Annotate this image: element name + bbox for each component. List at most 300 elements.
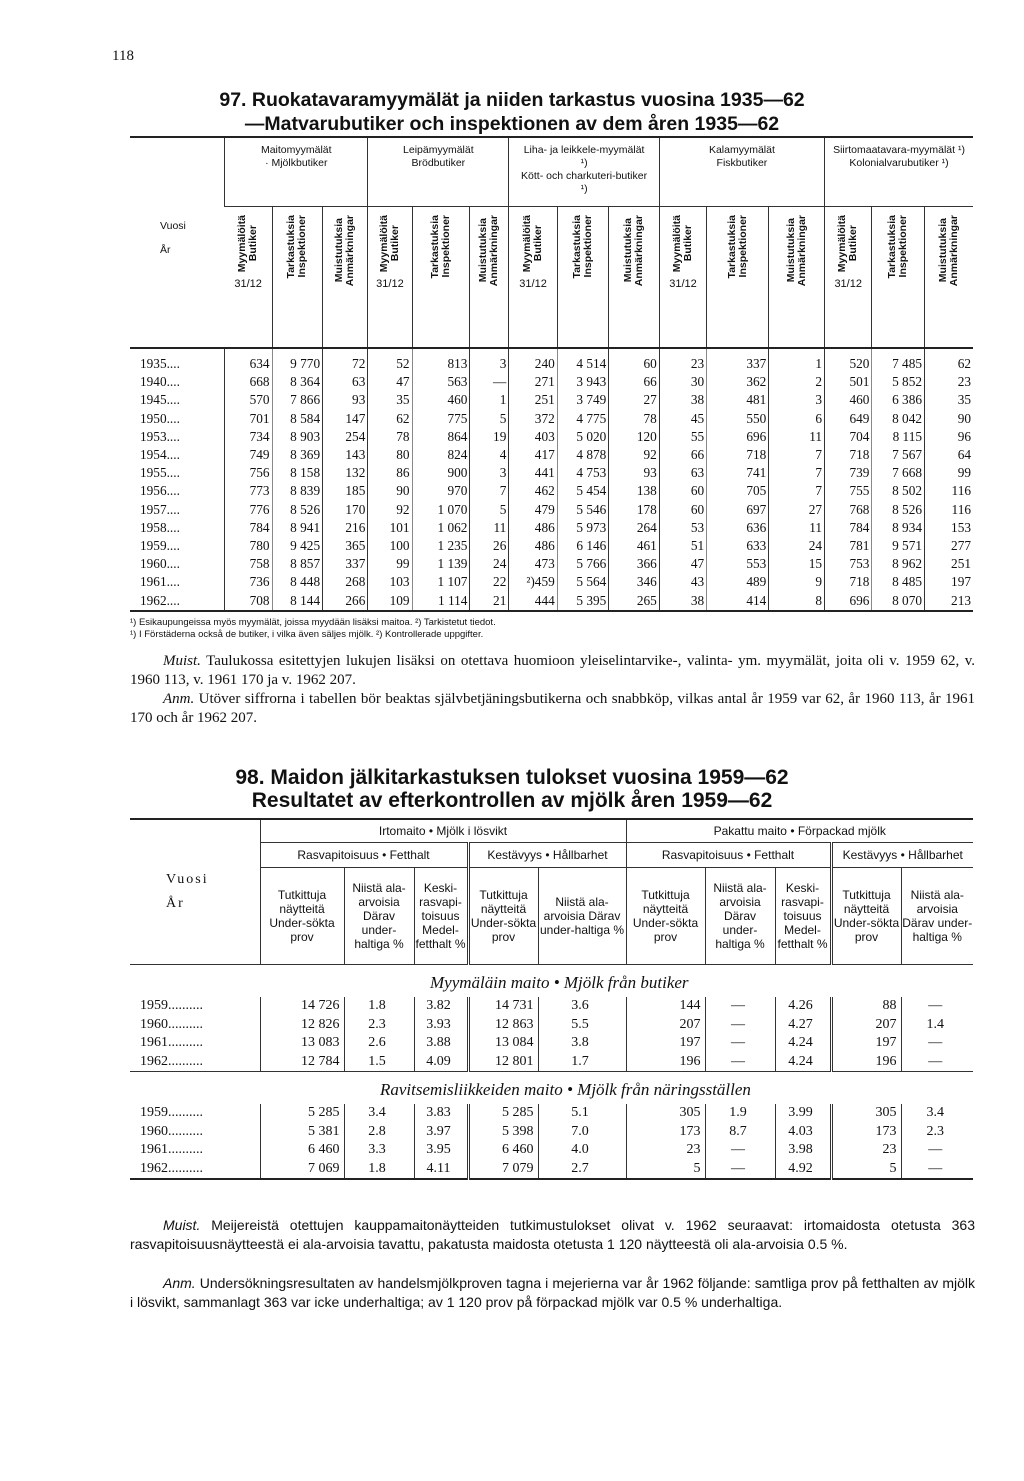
cell: 47 <box>368 373 412 391</box>
table97-title-sv: —Matvarubutiker och inspektionen av dem åren 1935—62 <box>244 113 780 135</box>
cell: 696 <box>825 591 872 610</box>
cell: 5 454 <box>557 482 609 500</box>
t98-year-sv: År <box>166 896 185 911</box>
row-year: 1959.......... <box>140 998 203 1014</box>
footnote-fi: ¹) Esikaupungeissa myös myymälät, joissa myydään lisäksi maitoa. ²) Tarkistetut tiedot. <box>130 617 496 628</box>
cell: 460 <box>412 391 470 409</box>
cell: 718 <box>825 446 872 464</box>
t98-anm <box>130 1274 975 1312</box>
subcol-g3-0: Myymälöitä Butiker 31/12 <box>659 207 706 349</box>
cell: 78 <box>609 410 660 428</box>
col-tutk-4: Tutkittuja näytteitä Under-sökta prov <box>831 868 901 965</box>
table-row <box>130 501 973 519</box>
cell: 553 <box>707 555 769 573</box>
cell: 9 425 <box>272 537 323 555</box>
table-row <box>130 428 973 446</box>
cell: 3.93 <box>414 1016 468 1035</box>
anm-text: Utöver siffrorna i tabellen bör beaktas självbetjäningsbutikerna och snabbköp, vilkas antal år 1959 var 62, år 1960 113, år 1961 170 och år 1962 207. <box>130 691 975 726</box>
cell: 4.92 <box>775 1160 831 1180</box>
subcol-g4-2: Muistutuksia Anmärkningar <box>925 207 974 349</box>
table-row <box>130 1104 973 1123</box>
table-row <box>130 1053 973 1072</box>
cell: 3 <box>470 464 509 482</box>
cell: 701 <box>225 410 272 428</box>
year-label-sv: År <box>160 244 171 256</box>
cell: 264 <box>609 519 660 537</box>
section-butiker: Myymäläin maito • Mjölk från butiker <box>130 965 973 998</box>
cell: 780 <box>225 537 272 555</box>
cell: 1 139 <box>412 555 470 573</box>
cell: — <box>705 1141 775 1160</box>
cell: 8 485 <box>872 573 925 591</box>
table-row <box>130 1034 973 1053</box>
cell: 696 <box>707 428 769 446</box>
cell: 100 <box>368 537 412 555</box>
cell: — <box>705 1016 775 1035</box>
table-97 <box>130 136 973 612</box>
cell: 3.83 <box>414 1104 468 1123</box>
cell: 60 <box>659 482 706 500</box>
cell: 52 <box>368 348 412 373</box>
table-row <box>130 1160 973 1180</box>
cell: 2.3 <box>901 1123 973 1142</box>
page-number: 118 <box>112 48 134 64</box>
col-niista-3: Niistä ala-arvoisia Därav under-haltiga % <box>705 868 775 965</box>
col-niista-2: Niistä ala-arvoisia Därav under-haltiga % <box>538 868 626 965</box>
cell: 8 448 <box>272 573 323 591</box>
cell: 1.8 <box>344 997 414 1016</box>
cell: 970 <box>412 482 470 500</box>
row-year: 1961.......... <box>140 1035 203 1051</box>
cell: 120 <box>609 428 660 446</box>
cell: 11 <box>769 519 825 537</box>
rasva-header-2: Rasvapitoisuus • Fetthalt <box>626 843 831 868</box>
cell: 441 <box>509 464 557 482</box>
cell: 776 <box>225 501 272 519</box>
cell: 53 <box>659 519 706 537</box>
col-tutk-3: Tutkittuja näytteitä Under-sökta prov <box>626 868 705 965</box>
cell: 86 <box>368 464 412 482</box>
cell: — <box>901 1034 973 1053</box>
cell: 8 934 <box>872 519 925 537</box>
cell: 265 <box>609 591 660 610</box>
muist-label: Muist. <box>163 653 201 669</box>
col-tutk-2: Tutkittuja näytteitä Under-sökta prov <box>468 868 538 965</box>
cell: 143 <box>323 446 368 464</box>
cell: 5 546 <box>557 501 609 519</box>
cell: 4.03 <box>775 1123 831 1142</box>
cell: 144 <box>626 997 705 1016</box>
table-row <box>130 391 973 409</box>
cell: 38 <box>659 591 706 610</box>
cell: 636 <box>707 519 769 537</box>
table-98 <box>130 818 973 1180</box>
table-row <box>130 1123 973 1142</box>
cell: 12 863 <box>468 1016 538 1035</box>
cell: 3 749 <box>557 391 609 409</box>
cell: 63 <box>323 373 368 391</box>
cell: 4 775 <box>557 410 609 428</box>
cell: 3 <box>470 348 509 373</box>
cell: 739 <box>825 464 872 482</box>
pakattu-header: Pakattu maito • Förpackad mjölk <box>626 819 973 843</box>
cell: 813 <box>412 348 470 373</box>
cell: 753 <box>825 555 872 573</box>
cell: 268 <box>323 573 368 591</box>
cell: 197 <box>925 573 974 591</box>
cell: 14 731 <box>468 997 538 1016</box>
table-row <box>130 464 973 482</box>
footnote-sv: ¹) I Förstäderna också de butiker, i vilka även säljes mjölk. ²) Kontrollerade uppgifter. <box>130 629 484 640</box>
subcol-g2-0: Myymälöitä Butiker 31/12 <box>509 207 557 349</box>
t98-year-fi: Vuosi <box>166 872 209 887</box>
cell: 8 941 <box>272 519 323 537</box>
t98-anm-label: Anm. <box>163 1275 196 1291</box>
cell: 362 <box>707 373 769 391</box>
subcol-g0-0: Myymälöitä Butiker 31/12 <box>225 207 272 349</box>
cell: 486 <box>509 537 557 555</box>
cell: 734 <box>225 428 272 446</box>
cell: 5 <box>831 1160 901 1180</box>
group-maito: Maitomyymälät · Mjölkbutiker <box>225 137 368 207</box>
cell: 12 784 <box>260 1053 344 1072</box>
date-label: 31/12 <box>376 278 404 291</box>
cell: 173 <box>831 1123 901 1142</box>
row-year: 1961.... <box>140 574 180 590</box>
cell: 12 801 <box>468 1053 538 1072</box>
cell: 6 460 <box>260 1141 344 1160</box>
cell: 14 726 <box>260 997 344 1016</box>
cell: 4.0 <box>538 1141 626 1160</box>
group-liha: Liha- ja leikkele-myymälät ¹) Kött- och charkuteri-butiker ¹) <box>509 137 659 207</box>
cell: 781 <box>825 537 872 555</box>
cell: 92 <box>368 501 412 519</box>
cell: 366 <box>609 555 660 573</box>
cell: 216 <box>323 519 368 537</box>
group-leipa: Leipämyymälät Brödbutiker <box>368 137 509 207</box>
cell: 5 395 <box>557 591 609 610</box>
cell: 8 369 <box>272 446 323 464</box>
cell: 93 <box>609 464 660 482</box>
cell: 4 878 <box>557 446 609 464</box>
cell: 3.4 <box>344 1104 414 1123</box>
cell: 8 526 <box>272 501 323 519</box>
cell: 5 852 <box>872 373 925 391</box>
cell: 15 <box>769 555 825 573</box>
cell: 481 <box>707 391 769 409</box>
row-year: 1961.......... <box>140 1142 203 1158</box>
cell: 27 <box>769 501 825 519</box>
cell: 92 <box>609 446 660 464</box>
cell: 4 514 <box>557 348 609 373</box>
cell: 266 <box>323 591 368 610</box>
cell: 773 <box>225 482 272 500</box>
cell: 23 <box>626 1141 705 1160</box>
cell: 7 069 <box>260 1160 344 1180</box>
cell: 23 <box>659 348 706 373</box>
cell: 62 <box>925 348 974 373</box>
t97-muist <box>130 652 975 690</box>
subcol-g0-2: Muistutuksia Anmärkningar <box>323 207 368 349</box>
cell: 1.9 <box>705 1104 775 1123</box>
rasva-header-1: Rasvapitoisuus • Fetthalt <box>260 843 468 868</box>
cell: 479 <box>509 501 557 519</box>
year-header <box>130 137 225 348</box>
cell: 305 <box>831 1104 901 1123</box>
t98-muist-label: Muist. <box>163 1217 201 1233</box>
muist-text: Taulukossa esitettyjen lukujen lisäksi on otettava huomioon yleiselintarvike-, valinta- ym. myymälät, joita oli v. 1959 62, v. 1960 113, v. 1961 170 ja v. 1962 207. <box>130 653 975 688</box>
cell: 63 <box>659 464 706 482</box>
cell: 1.4 <box>901 1016 973 1035</box>
t98-anm-text: Undersökningsresultaten av handelsmjölkproven tagna i mejerierna var år 1962 följande: samtliga prov på fetthalten av mjölk i lösvikt, sammanlagt 363 var icke underhaltiga; av 1 120 prov på förpackad mjölk var 0.5 % underhaltiga. <box>130 1275 976 1310</box>
cell: 5 <box>626 1160 705 1180</box>
table-row <box>130 410 973 428</box>
cell: 8 042 <box>872 410 925 428</box>
section-naringsstallen: Ravitsemisliikkeiden maito • Mjölk från näringsställen <box>130 1072 973 1105</box>
cell: 8 502 <box>872 482 925 500</box>
row-year: 1960.......... <box>140 1016 203 1032</box>
cell: 93 <box>323 391 368 409</box>
cell: 417 <box>509 446 557 464</box>
cell: 1 114 <box>412 591 470 610</box>
table98-title-sv: Resultatet av efterkontrollen av mjölk åren 1959—62 <box>251 789 773 812</box>
cell: 3.97 <box>414 1123 468 1142</box>
cell: 3.95 <box>414 1141 468 1160</box>
cell: — <box>705 1053 775 1072</box>
cell: 178 <box>609 501 660 519</box>
cell: 3.6 <box>538 997 626 1016</box>
cell: 756 <box>225 464 272 482</box>
table98-title-fi: 98. Maidon jälkitarkastuksen tulokset vuosina 1959—62 <box>235 766 789 789</box>
t97-anm <box>130 690 975 728</box>
cell: 5 <box>470 410 509 428</box>
cell: 649 <box>825 410 872 428</box>
cell: 864 <box>412 428 470 446</box>
cell: 173 <box>626 1123 705 1142</box>
cell: 758 <box>225 555 272 573</box>
irtomaito-header: Irtomaito • Mjölk i lösvikt <box>260 819 626 843</box>
cell: 4.27 <box>775 1016 831 1035</box>
row-year: 1954.... <box>140 447 180 463</box>
cell: 271 <box>509 373 557 391</box>
cell: 251 <box>925 555 974 573</box>
cell: 3.99 <box>775 1104 831 1123</box>
cell: 13 083 <box>260 1034 344 1053</box>
cell: ²)459 <box>509 573 557 591</box>
cell: 99 <box>925 464 974 482</box>
cell: 749 <box>225 446 272 464</box>
cell: — <box>705 997 775 1016</box>
cell: 462 <box>509 482 557 500</box>
cell: 7 485 <box>872 348 925 373</box>
table-row <box>130 997 973 1016</box>
row-year: 1959.......... <box>140 1105 203 1121</box>
row-year: 1953.... <box>140 428 180 444</box>
subcol-g1-0: Myymälöitä Butiker 31/12 <box>368 207 412 349</box>
cell: 8 584 <box>272 410 323 428</box>
cell: 99 <box>368 555 412 573</box>
col-keski-3: Keski-rasvapi-toisuus Medel-fetthalt % <box>775 868 831 965</box>
cell: 22 <box>470 573 509 591</box>
table-row <box>130 446 973 464</box>
cell: 196 <box>831 1053 901 1072</box>
cell: 824 <box>412 446 470 464</box>
row-year: 1959.... <box>140 537 180 553</box>
cell: 2.6 <box>344 1034 414 1053</box>
cell: 90 <box>368 482 412 500</box>
cell: 55 <box>659 428 706 446</box>
cell: 196 <box>626 1053 705 1072</box>
cell: 213 <box>925 591 974 610</box>
cell: 775 <box>412 410 470 428</box>
cell: 147 <box>323 410 368 428</box>
cell: 96 <box>925 428 974 446</box>
row-year: 1935.... <box>130 348 225 373</box>
cell: 5.5 <box>538 1016 626 1035</box>
cell: 4.11 <box>414 1160 468 1180</box>
cell: 7 079 <box>468 1160 538 1180</box>
row-year: 1958.... <box>140 519 180 535</box>
cell: 755 <box>825 482 872 500</box>
cell: 718 <box>707 446 769 464</box>
cell: 19 <box>470 428 509 446</box>
cell: 708 <box>225 591 272 610</box>
row-year: 1960.......... <box>140 1123 203 1139</box>
row-year: 1955.... <box>140 465 180 481</box>
cell: 5 973 <box>557 519 609 537</box>
cell: 27 <box>609 391 660 409</box>
cell: 5 766 <box>557 555 609 573</box>
cell: 60 <box>659 501 706 519</box>
cell: 3.3 <box>344 1141 414 1160</box>
cell: 337 <box>707 348 769 373</box>
cell: 8 115 <box>872 428 925 446</box>
date-label: 31/12 <box>834 278 862 291</box>
cell: 197 <box>831 1034 901 1053</box>
row-year: 1950.... <box>140 410 180 426</box>
row-year: 1962.......... <box>140 1053 203 1069</box>
cell: 7 <box>470 482 509 500</box>
cell: 6 <box>769 410 825 428</box>
row-year: 1940.... <box>140 374 180 390</box>
cell: 6 386 <box>872 391 925 409</box>
date-label: 31/12 <box>519 278 547 291</box>
cell: 240 <box>509 348 557 373</box>
subcol-g3-1: Tarkastuksia Inspektioner <box>707 207 769 349</box>
cell: 460 <box>825 391 872 409</box>
kesto-header-2: Kestävyys • Hållbarhet <box>831 843 973 868</box>
cell: 4.26 <box>775 997 831 1016</box>
cell: 8 144 <box>272 591 323 610</box>
cell: 741 <box>707 464 769 482</box>
cell: 109 <box>368 591 412 610</box>
cell: 7 <box>769 446 825 464</box>
cell: — <box>901 1053 973 1072</box>
cell: 8 364 <box>272 373 323 391</box>
cell: 1.7 <box>538 1053 626 1072</box>
cell: 346 <box>609 573 660 591</box>
cell: 6 146 <box>557 537 609 555</box>
table-row <box>130 573 973 591</box>
cell: 64 <box>925 446 974 464</box>
row-year: 1962.......... <box>130 1160 260 1180</box>
subcol-g0-1: Tarkastuksia Inspektioner <box>272 207 323 349</box>
cell: 101 <box>368 519 412 537</box>
cell: 11 <box>470 519 509 537</box>
cell: 5 285 <box>468 1104 538 1123</box>
cell: 1 107 <box>412 573 470 591</box>
cell: 784 <box>825 519 872 537</box>
subcol-g1-1: Tarkastuksia Inspektioner <box>412 207 470 349</box>
date-label: 31/12 <box>234 278 262 291</box>
table-row <box>130 1141 973 1160</box>
table-row <box>130 373 973 391</box>
cell: 21 <box>470 591 509 610</box>
cell: 35 <box>925 391 974 409</box>
cell: 80 <box>368 446 412 464</box>
cell: 8 158 <box>272 464 323 482</box>
t98-muist-text: Meijereistä otettujen kauppamaitonäytteiden tutkimustulokset olivat v. 1962 seuraavat: irtomaidosta otetusta 363 rasvapitoisuusnäytteestä ei ala-arvoisia tavattu, pakatusta maidosta otetusta 1 120 näytteestä oli ala-arvoisia 0.5 %. <box>130 1217 976 1252</box>
cell: 8 070 <box>872 591 925 610</box>
cell: 7 567 <box>872 446 925 464</box>
cell: 24 <box>470 555 509 573</box>
cell: 8 903 <box>272 428 323 446</box>
cell: 5.1 <box>538 1104 626 1123</box>
row-year: 1945.... <box>140 392 180 408</box>
cell: 35 <box>368 391 412 409</box>
cell: 277 <box>925 537 974 555</box>
cell: 7 866 <box>272 391 323 409</box>
cell: 2.7 <box>538 1160 626 1180</box>
cell: 5 285 <box>260 1104 344 1123</box>
subcol-g1-2: Muistutuksia Anmärkningar <box>470 207 509 349</box>
cell: 784 <box>225 519 272 537</box>
cell: — <box>470 373 509 391</box>
cell: 2 <box>769 373 825 391</box>
cell: 4 753 <box>557 464 609 482</box>
cell: 6 460 <box>468 1141 538 1160</box>
cell: 138 <box>609 482 660 500</box>
col-niista-4: Niistä ala-arvoisia Därav under-haltiga % <box>901 868 973 965</box>
cell: 116 <box>925 482 974 500</box>
cell: 45 <box>659 410 706 428</box>
cell: 9 <box>769 573 825 591</box>
cell: 1.5 <box>344 1053 414 1072</box>
date-label: 31/12 <box>669 278 697 291</box>
cell: 4 <box>470 446 509 464</box>
cell: 3.4 <box>901 1104 973 1123</box>
cell: 90 <box>925 410 974 428</box>
cell: 3 <box>769 391 825 409</box>
cell: 563 <box>412 373 470 391</box>
cell: 900 <box>412 464 470 482</box>
cell: 305 <box>626 1104 705 1123</box>
cell: 414 <box>707 591 769 610</box>
cell: 185 <box>323 482 368 500</box>
cell: 486 <box>509 519 557 537</box>
subcol-g2-2: Muistutuksia Anmärkningar <box>609 207 660 349</box>
t98-year-header <box>130 819 260 965</box>
cell: 9 571 <box>872 537 925 555</box>
cell: 3.88 <box>414 1034 468 1053</box>
cell: 72 <box>323 348 368 373</box>
anm-label: Anm. <box>163 691 195 707</box>
cell: 668 <box>225 373 272 391</box>
table-row <box>130 537 973 555</box>
cell: 103 <box>368 573 412 591</box>
subcol-g3-2: Muistutuksia Anmärkningar <box>769 207 825 349</box>
cell: 7 <box>769 464 825 482</box>
